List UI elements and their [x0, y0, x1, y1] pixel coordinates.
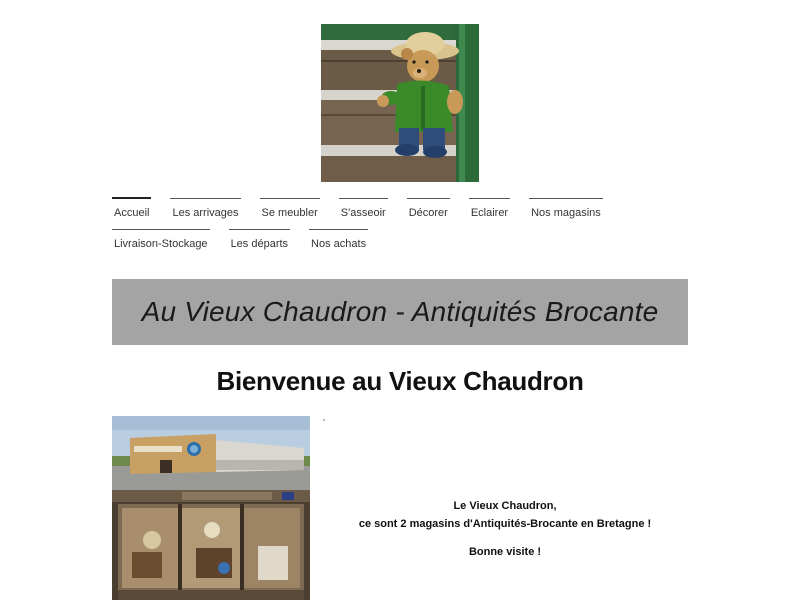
site-title: Au Vieux Chaudron - Antiquités Brocante [141, 296, 659, 327]
intro-line-3: Bonne visite ! [468, 546, 542, 558]
nav-item-les-departs[interactable]: Les départs [229, 228, 290, 250]
nav-item-decorer[interactable]: Décorer [407, 197, 450, 219]
teddy-bear-image [321, 24, 479, 182]
shop-window-photo[interactable] [112, 490, 310, 600]
intro-line-2: ce sont 2 magasins d'Antiquités-Brocante en Bretagne ! [358, 518, 652, 530]
nav-row-1 [112, 197, 692, 228]
intro-text [330, 497, 680, 561]
shop-exterior-photo[interactable] [112, 416, 310, 490]
nav-row-2 [112, 228, 692, 259]
nav-item-nos-achats[interactable]: Nos achats [309, 228, 368, 250]
nav-item-se-meubler[interactable]: Se meubler [260, 197, 320, 219]
shop-window-image [112, 490, 310, 600]
nav-item-s-asseoir[interactable]: S'asseoir [339, 197, 388, 219]
nav-item-nos-magasins[interactable]: Nos magasins [529, 197, 603, 219]
intro-line-1: Le Vieux Chaudron, [453, 500, 557, 512]
intro-gap [330, 533, 680, 543]
nav-item-livraison-stockage[interactable]: Livraison-Stockage [112, 228, 210, 250]
nav-item-accueil[interactable]: Accueil [112, 197, 151, 219]
main-navigation [112, 197, 692, 259]
nav-item-eclairer[interactable]: Eclairer [469, 197, 510, 219]
site-logo-photo[interactable] [321, 24, 479, 182]
nav-item-les-arrivages[interactable]: Les arrivages [170, 197, 240, 219]
shop-exterior-image [112, 416, 310, 490]
decorative-dot [323, 419, 325, 421]
site-title-banner [112, 279, 688, 345]
page-title: Bienvenue au Vieux Chaudron [216, 366, 584, 396]
